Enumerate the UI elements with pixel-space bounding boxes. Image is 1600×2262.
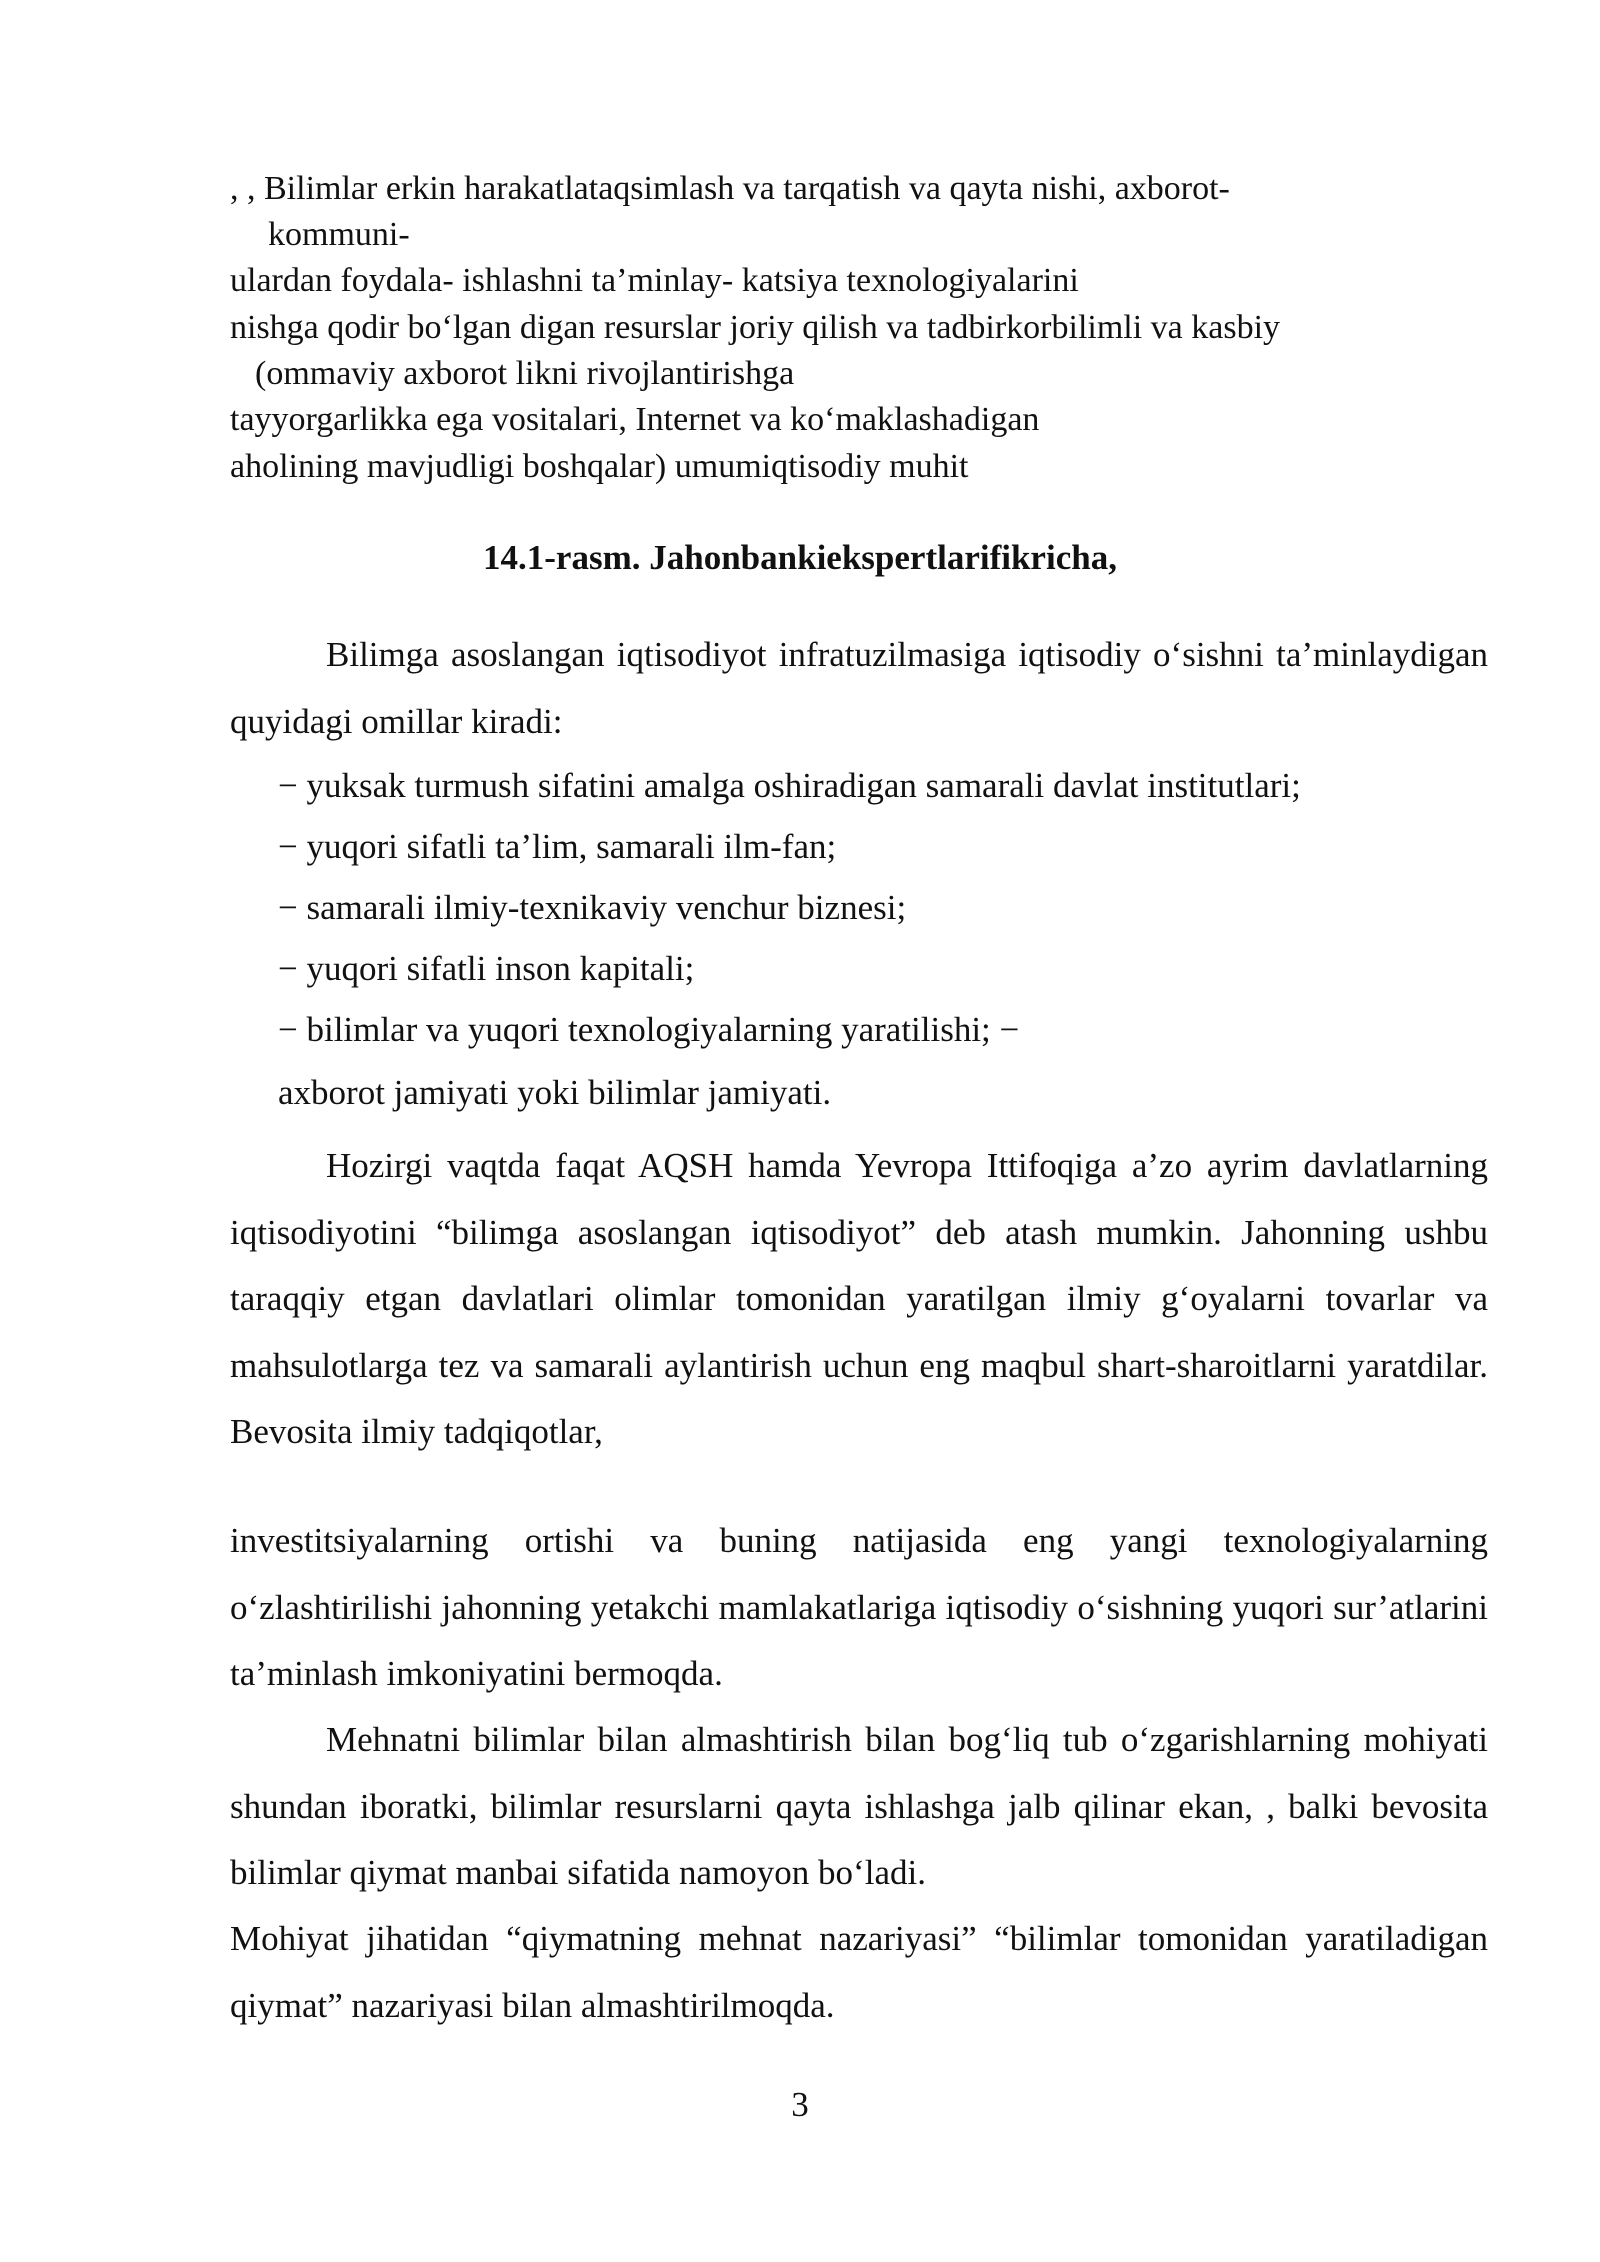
factors-list <box>278 755 1301 1126</box>
diagram-text-line: nishga qodir bo‘lgan digan resurslar joriy qilish va tadbirkorbilimli va kasbiy <box>230 309 1281 346</box>
intro-paragraph: Bilimga asoslangan iqtisodiyot infratuzilmasiga iqtisodiy o‘sishni ta’minlaydigan quyidagi omillar kiradi: <box>230 635 1488 741</box>
diagram-text-line: tayyorgarlikka ega vositalari, Internet va ko‘maklashadigan <box>230 401 1040 438</box>
list-item: − yuqori sifatli ta’lim, samarali ilm-fan; <box>278 827 837 866</box>
list-item: − bilimlar va yuqori texnologiyalarning yaratilishi; − <box>278 1010 1020 1049</box>
list-item: − yuqori sifatli inson kapitali; <box>278 949 695 988</box>
list-item: axborot jamiyati yoki bilimlar jamiyati. <box>278 1073 832 1112</box>
diagram-text-line: aholining mavjudligi boshqalar) umumiqtisodiy muhit <box>230 448 969 485</box>
diagram-text-line: kommuni- <box>268 216 410 253</box>
list-item: − yuksak turmush sifatini amalga oshiradigan samarali davlat institutlari; <box>278 766 1301 805</box>
list-item: − samarali ilmiy-texnikaviy venchur biznesi; <box>278 888 907 927</box>
diagram-text-line: ulardan foydala- ishlashni ta’minlay- katsiya texnologiyalarini <box>230 262 1079 299</box>
diagram-text-line: , , Bilimlar erkin harakatlataqsimlash va tarqatish va qayta nishi, axborot- <box>230 170 1230 207</box>
page-number: 3 <box>791 2085 809 2124</box>
body-paragraph: Mohiyat jihatidan “qiymatning mehnat nazariyasi” “bilimlar tomonidan yaratiladigan qiymat” nazariyasi bilan almashtirilmoqda. <box>230 1919 1488 2025</box>
body-paragraph: Hozirgi vaqtda faqat AQSH hamda Yevropa Ittifoqiga a’zo ayrim davlatlarning iqtisodiyotini “bilimga asoslangan iqtisodiyot” deb atash mumkin. Jahonning ushbu taraqqiy etgan davlatlari olimlar tomonidan yaratilgan ilmiy g‘oyalarni tovarlar va mahsulotlarga tez va samarali aylantirish uchun eng maqbul shart-sharoitlarni yaratdilar. Bevosita ilmiy tadqiqotlar, <box>230 1146 1488 1451</box>
diagram-text-line: (ommaviy axborot likni rivojlantirishga <box>255 355 795 392</box>
figure-caption: 14.1-rasm. Jahonbankiekspertlarifikricha, <box>483 538 1117 577</box>
body-paragraph: Mehnatni bilimlar bilan almashtirish bilan bog‘liq tub o‘zgarishlarning mohiyati shundan iboratki, bilimlar resurslarni qayta ishlashga jalb qilinar ekan, , balki bevosita bilimlar qiymat manbai sifatida namoyon bo‘ladi. <box>230 1720 1488 1892</box>
body-paragraph: investitsiyalarning ortishi va buning natijasida eng yangi texnologiyalarning o‘zlashtirilishi jahonning yetakchi mamlakatlariga iqtisodiy o‘sishning yuqori sur’atlarini ta’minlash imkoniyatini bermoqda. <box>230 1521 1488 1693</box>
